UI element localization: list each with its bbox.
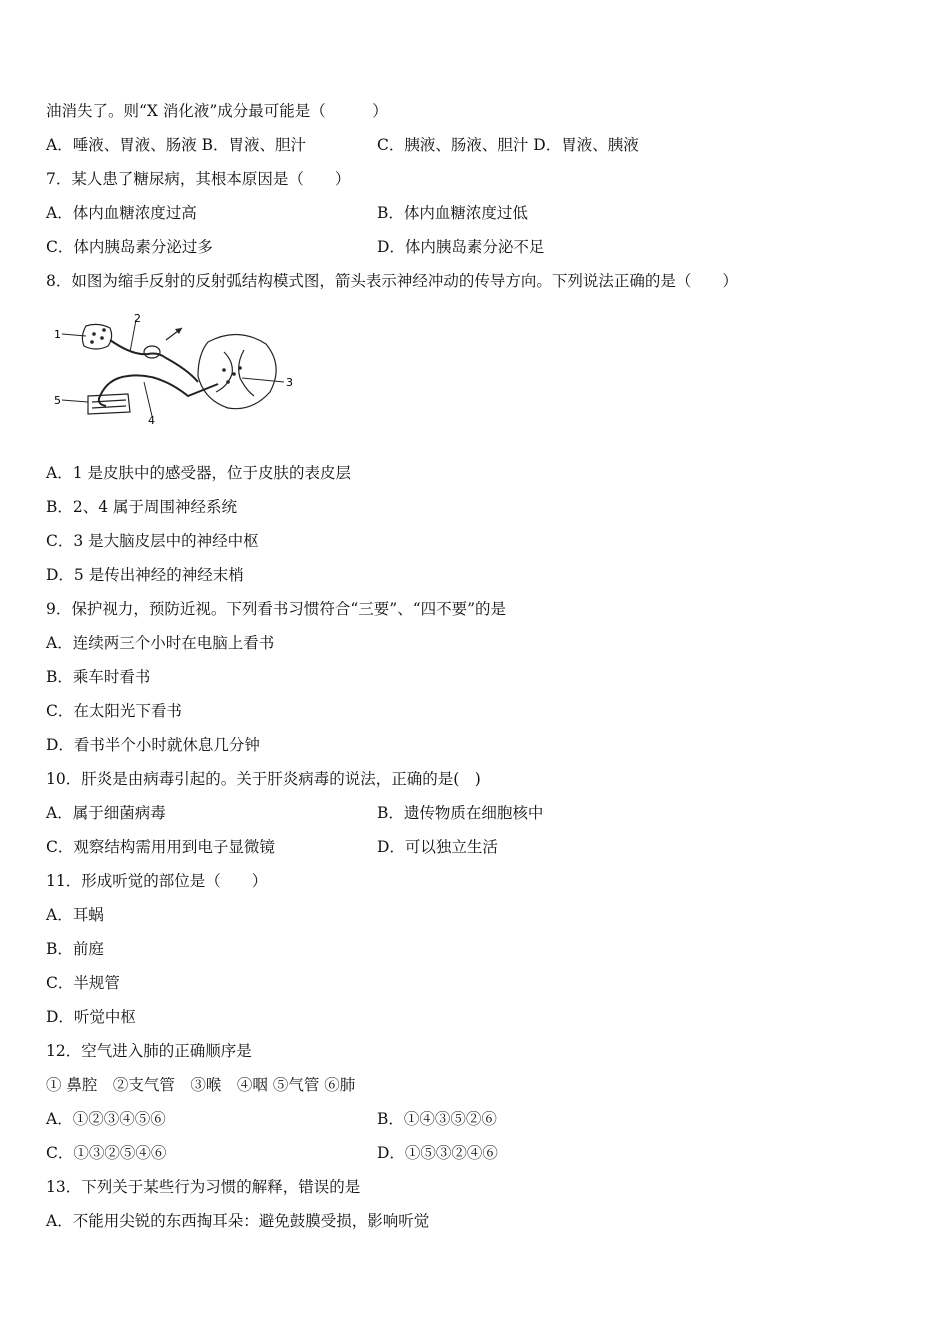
q11-stem: 11．形成听觉的部位是（ ） — [46, 872, 268, 890]
q6-options-ab: A．唾液、胃液、肠液 B．胃液、胆汁 — [46, 136, 307, 154]
q12-option-a: A．①②③④⑤⑥ — [46, 1110, 166, 1128]
q10-option-a: A．属于细菌病毒 — [46, 804, 166, 822]
q8-stem: 8．如图为缩手反射的反射弧结构模式图，箭头表示神经冲动的传导方向。下列说法正确的是（ ） — [46, 272, 738, 290]
label-2: 2 — [134, 312, 141, 325]
q13-stem: 13．下列关于某些行为习惯的解释，错误的是 — [46, 1178, 361, 1196]
q12-option-b: B．①④③⑤②⑥ — [377, 1110, 497, 1128]
q10-stem: 10．肝炎是由病毒引起的。关于肝炎病毒的说法，正确的是( ) — [46, 770, 481, 788]
q9-option-b: B．乘车时看书 — [46, 668, 151, 686]
q10-option-b: B．遗传物质在细胞核中 — [377, 804, 544, 822]
q10-option-c: C．观察结构需用用到电子显微镜 — [46, 838, 275, 856]
q9-option-d: D．看书半个小时就休息几分钟 — [46, 736, 260, 754]
q12-option-d: D．①⑤③②④⑥ — [377, 1144, 498, 1162]
skin-receptor — [82, 324, 111, 349]
q12-stem: 12．空气进入肺的正确顺序是 — [46, 1042, 252, 1060]
q13-option-a: A．不能用尖锐的东西掏耳朵：避免鼓膜受损，影响听觉 — [46, 1212, 430, 1230]
q6-stem-tail: 油消失了。则“X 消化液”成分最可能是（ ） — [46, 102, 388, 120]
q11-option-b: B．前庭 — [46, 940, 104, 958]
q9-option-a: A．连续两三个小时在电脑上看书 — [46, 634, 275, 652]
label-5: 5 — [54, 394, 61, 407]
q7-option-b: B．体内血糖浓度过低 — [377, 204, 528, 222]
q9-stem: 9．保护视力，预防近视。下列看书习惯符合“三要”、“四不要”的是 — [46, 600, 507, 618]
q7-option-d: D．体内胰岛素分泌不足 — [377, 238, 545, 256]
q7-option-a: A．体内血糖浓度过高 — [46, 204, 197, 222]
q11-option-d: D．听觉中枢 — [46, 1008, 136, 1026]
reflex-arc-diagram — [48, 312, 298, 430]
q7-option-c: C．体内胰岛素分泌过多 — [46, 238, 213, 256]
q7-stem: 7．某人患了糖尿病，其根本原因是（ ） — [46, 170, 351, 188]
q8-option-b: B．2、4 属于周围神经系统 — [46, 498, 238, 516]
q9-option-c: C．在太阳光下看书 — [46, 702, 182, 720]
q12-items: ① 鼻腔 ②支气管 ③喉 ④咽 ⑤气管 ⑥肺 — [46, 1076, 356, 1094]
effector-muscle — [88, 394, 130, 414]
q6-options-cd: C．胰液、肠液、胆汁 D．胃液、胰液 — [377, 136, 639, 154]
label-4: 4 — [148, 414, 155, 427]
label-1: 1 — [54, 328, 61, 341]
spinal-cord — [198, 334, 276, 408]
q8-option-d: D．5 是传出神经的神经末梢 — [46, 566, 244, 584]
q8-option-c: C．3 是大脑皮层中的神经中枢 — [46, 532, 259, 550]
q12-option-c: C．①③②⑤④⑥ — [46, 1144, 167, 1162]
q10-option-d: D．可以独立生活 — [377, 838, 498, 856]
q8-option-a: A．1 是皮肤中的感受器，位于皮肤的表皮层 — [46, 464, 351, 482]
q11-option-c: C．半规管 — [46, 974, 120, 992]
label-3: 3 — [286, 376, 293, 389]
q11-option-a: A．耳蜗 — [46, 906, 104, 924]
